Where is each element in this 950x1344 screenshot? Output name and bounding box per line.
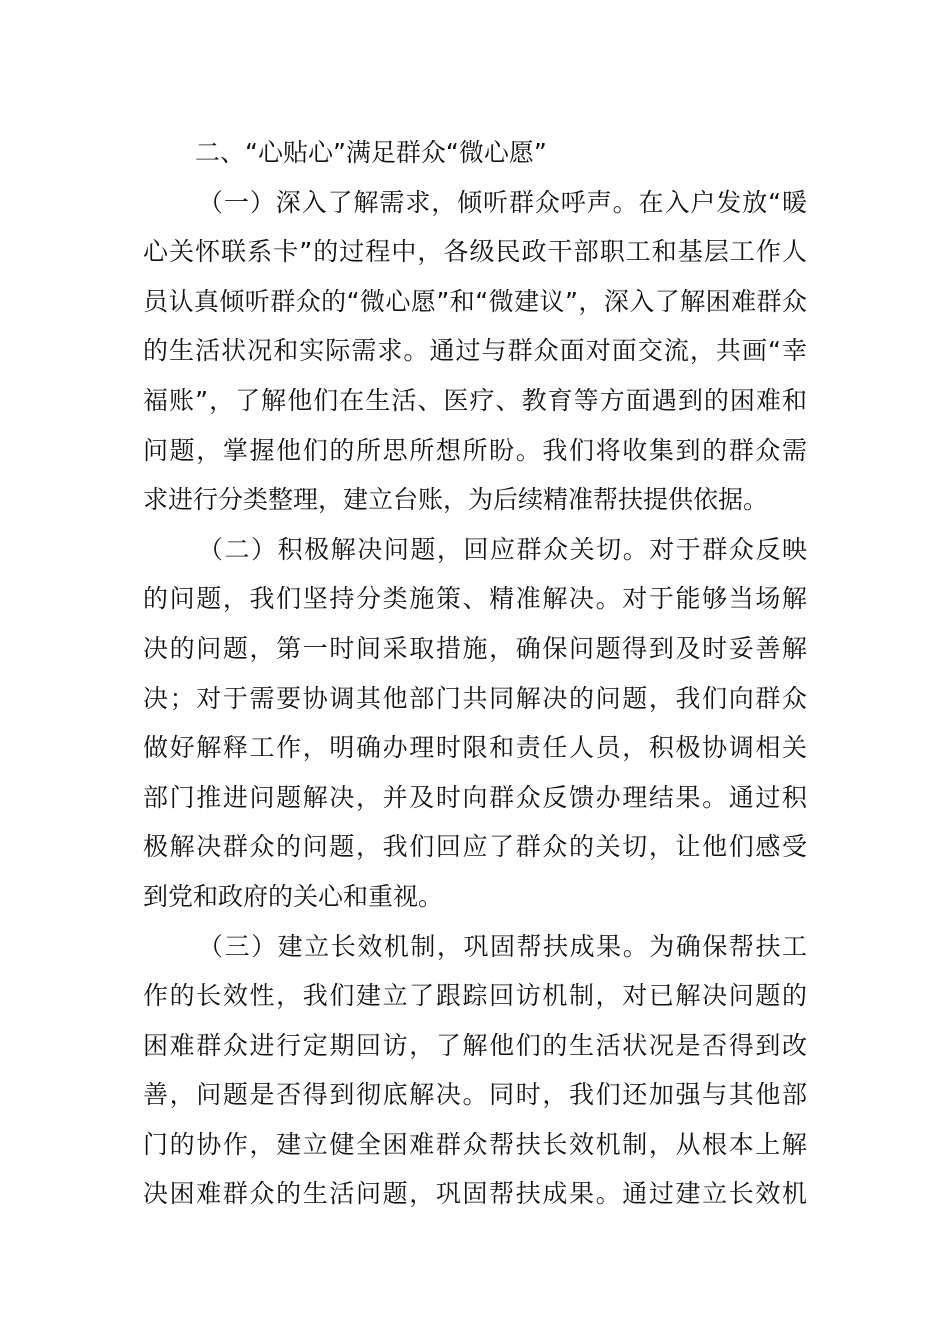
paragraph-line: 部门推进问题解决，并及时向群众反馈办理结果。通过积 — [143, 782, 807, 812]
paragraph-line: 决；对于需要协调其他部门共同解决的问题，我们向群众 — [143, 683, 807, 713]
paragraph-line: （三）建立长效机制，巩固帮扶成果。为确保帮扶工 — [198, 931, 807, 961]
paragraph-line: 做好解释工作，明确办理时限和责任人员，积极协调相关 — [143, 733, 807, 763]
paragraph-line: 问题，掌握他们的所思所想所盼。我们将收集到的群众需 — [143, 435, 807, 465]
paragraph-line: （一）深入了解需求，倾听群众呼声。在入户发放“暖 — [198, 187, 807, 217]
paragraph-line: 决的问题，第一时间采取措施，确保问题得到及时妥善解 — [143, 633, 807, 663]
paragraph-line: 福账”，了解他们在生活、医疗、教育等方面遇到的困难和 — [143, 385, 807, 415]
paragraph-line: 作的长效性，我们建立了跟踪回访机制，对已解决问题的 — [143, 981, 807, 1011]
paragraph-2 — [143, 525, 807, 922]
paragraph-line: 决困难群众的生活问题，巩固帮扶成果。通过建立长效机 — [143, 1179, 807, 1209]
paragraph-line: （二）积极解决问题，回应群众关切。对于群众反映 — [198, 534, 807, 564]
paragraph-1 — [143, 178, 807, 525]
paragraph-line: 困难群众进行定期回访，了解他们的生活状况是否得到改 — [143, 1030, 807, 1060]
paragraph-line: 善，问题是否得到彻底解决。同时，我们还加强与其他部 — [143, 1080, 807, 1110]
paragraph-line: 极解决群众的问题，我们回应了群众的关切，让他们感受 — [143, 832, 807, 862]
paragraph-line: 的生活状况和实际需求。通过与群众面对面交流，共画“幸 — [143, 336, 807, 366]
paragraph-line: 的问题，我们坚持分类施策、精准解决。对于能够当场解 — [143, 584, 807, 614]
section-heading: 二、“心贴心”满足群众“微心愿” — [195, 138, 547, 167]
paragraph-line: 求进行分类整理，建立台账，为后续精准帮扶提供依据。 — [143, 485, 769, 515]
paragraph-line: 员认真倾听群众的“微心愿”和“微建议”，深入了解困难群众 — [143, 286, 807, 316]
paragraph-line: 门的协作，建立健全困难群众帮扶长效机制，从根本上解 — [143, 1129, 807, 1159]
paragraph-3 — [143, 922, 807, 1220]
paragraph-line: 心关怀联系卡”的过程中，各级民政干部职工和基层工作人 — [143, 237, 807, 267]
document-body — [143, 128, 807, 1219]
paragraph-line: 到党和政府的关心和重视。 — [143, 881, 444, 911]
